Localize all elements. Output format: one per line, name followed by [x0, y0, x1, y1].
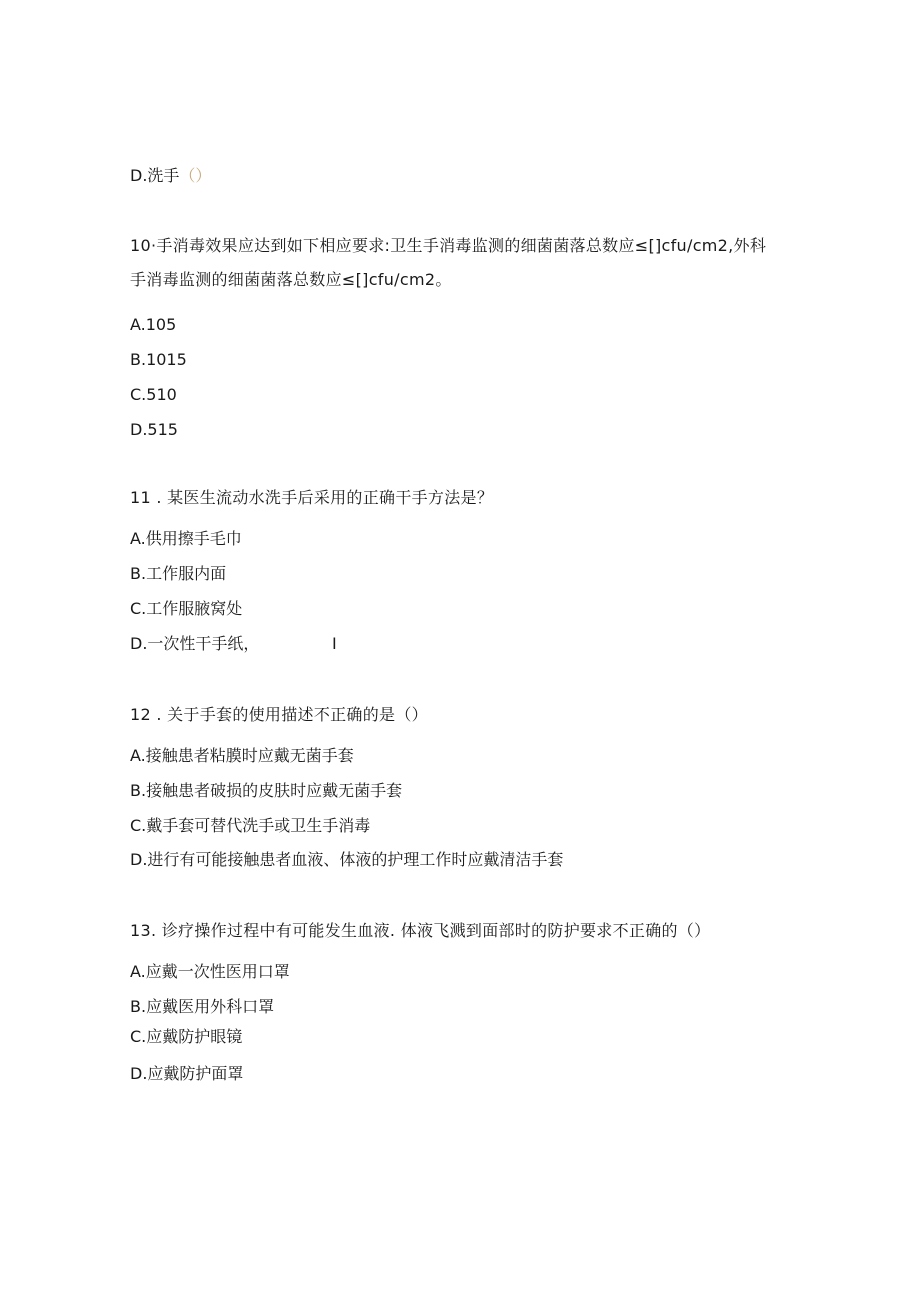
q13-option-d: D.应戴防护面罩	[130, 1064, 244, 1083]
q11-stem: 11 . 某医生流动水洗手后采用的正确干手方法是？	[130, 488, 494, 507]
q12-option-d: D.进行有可能接触患者血液、体液的护理工作时应戴清洁手套	[130, 850, 564, 869]
q11-stray-mark: I	[332, 634, 337, 653]
q13-option-c: C.应戴防护眼镜	[130, 1027, 243, 1046]
q13-option-b: B.应戴医用外科口罩	[130, 997, 275, 1016]
q10-option-b: B.1015	[130, 350, 187, 369]
q11-option-a: A.供用擦手毛巾	[130, 529, 242, 548]
q12-stem: 12 . 关于手套的使用描述不正确的是（）	[130, 705, 428, 724]
q9-option-d-bracket: （）	[179, 166, 212, 185]
q9-option-d-text: D.洗手	[130, 166, 180, 185]
q11-option-c: C.工作服腋窝处	[130, 599, 243, 618]
q10-stem-line2: 手消毒监测的细菌菌落总数应≤[]cfu∕cm2。	[130, 270, 452, 289]
q12-option-a: A.接触患者粘膜时应戴无菌手套	[130, 746, 354, 765]
q12-option-b: B.接触患者破损的皮肤时应戴无菌手套	[130, 781, 403, 800]
q13-option-a: A.应戴一次性医用口罩	[130, 962, 290, 981]
q13-stem: 13. 诊疗操作过程中有可能发生血液. 体液飞溅到面部时的防护要求不正确的（）	[130, 921, 711, 940]
q12-option-c: C.戴手套可替代洗手或卫生手消毒	[130, 816, 371, 835]
q9-option-d	[130, 168, 211, 184]
q11-option-d: D.一次性干手纸，	[130, 634, 260, 653]
q10-option-d: D.515	[130, 420, 178, 439]
q10-stem-line1: 10·手消毒效果应达到如下相应要求:卫生手消毒监测的细菌菌落总数应≤[]cfu∕cm2,外科	[130, 236, 767, 255]
q11-option-b: B.工作服内面	[130, 564, 227, 583]
q10-option-c: C.510	[130, 385, 177, 404]
q10-option-a: A.105	[130, 315, 177, 334]
